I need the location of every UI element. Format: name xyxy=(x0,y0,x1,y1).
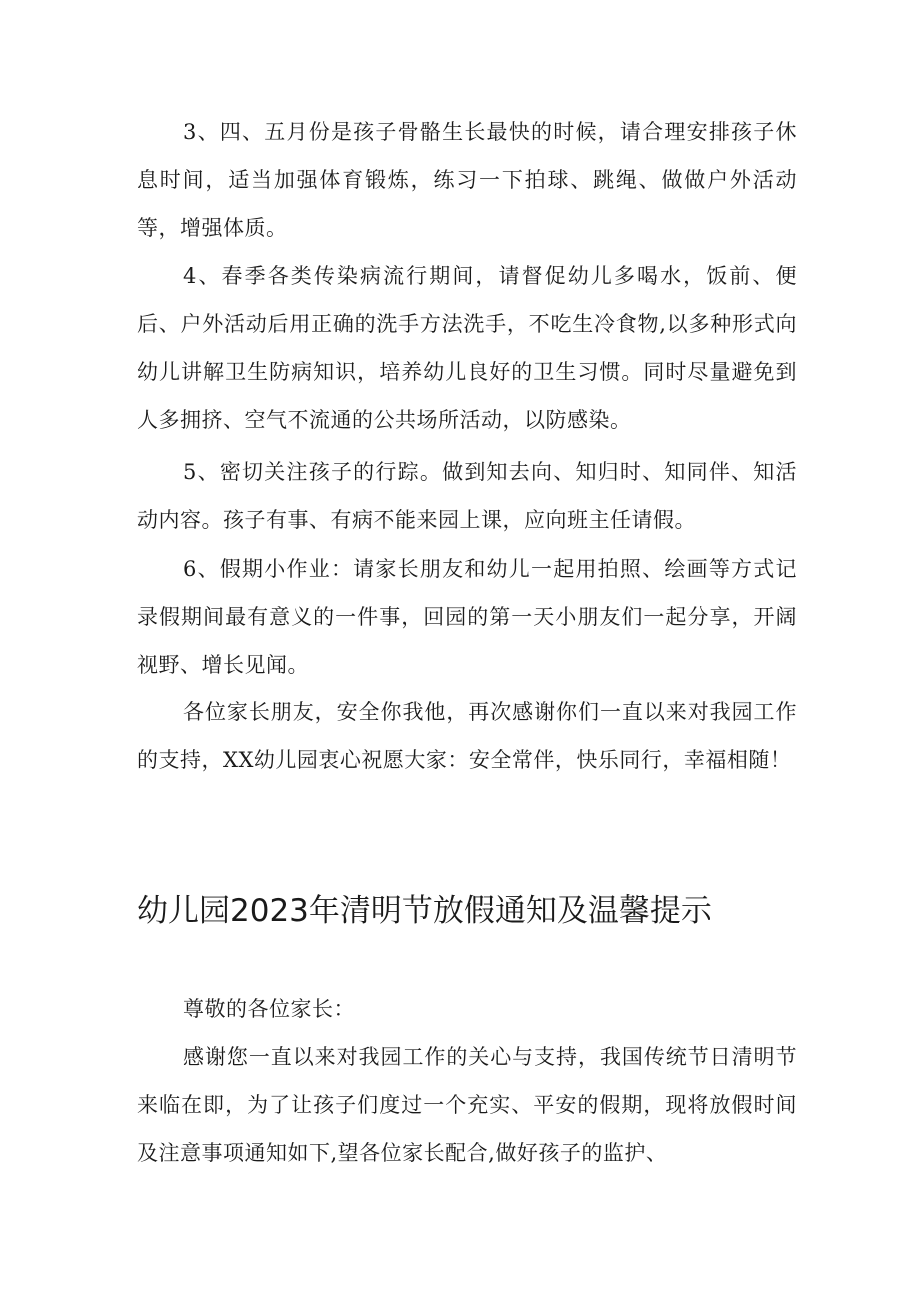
paragraph-item-3: 3、四、五月份是孩子骨骼生长最快的时候，请合理安排孩子休息时间，适当加强体育锻炼，练习一下拍球、跳绳、做做户外活动等，增强体质。 xyxy=(137,120,797,240)
salutation: 尊敬的各位家长： xyxy=(183,997,355,1021)
document-title: 幼儿园2023年清明节放假通知及温馨提示 xyxy=(137,893,712,929)
intro-paragraph: 感谢您一直以来对我园工作的关心与支持，我国传统节日清明节来临在即，为了让孩子们度过一个充实、平安的假期，现将放假时间及注意事项通知如下,望各位家长配合,做好孩子的监护、 xyxy=(137,1045,797,1165)
closing-paragraph: 各位家长朋友，安全你我他，再次感谢你们一直以来对我园工作的支持，XX幼儿园衷心祝愿大家：安全常伴，快乐同行，幸福相随！ xyxy=(137,700,797,772)
paragraph-item-4: 4、春季各类传染病流行期间，请督促幼儿多喝水，饭前、便后、户外活动后用正确的洗手方法洗手，不吃生冷食物,以多种形式向幼儿讲解卫生防病知识，培养幼儿良好的卫生习惯。同时尽量避免到人多拥挤、空气不流通的公共场所活动，以防感染。 xyxy=(137,264,797,432)
paragraph-item-6: 6、假期小作业：请家长朋友和幼儿一起用拍照、绘画等方式记录假期间最有意义的一件事，回园的第一天小朋友们一起分享，开阔视野、增长见闻。 xyxy=(137,557,797,677)
paragraph-item-5: 5、密切关注孩子的行踪。做到知去向、知归时、知同伴、知活动内容。孩子有事、有病不能来园上课，应向班主任请假。 xyxy=(137,460,797,532)
